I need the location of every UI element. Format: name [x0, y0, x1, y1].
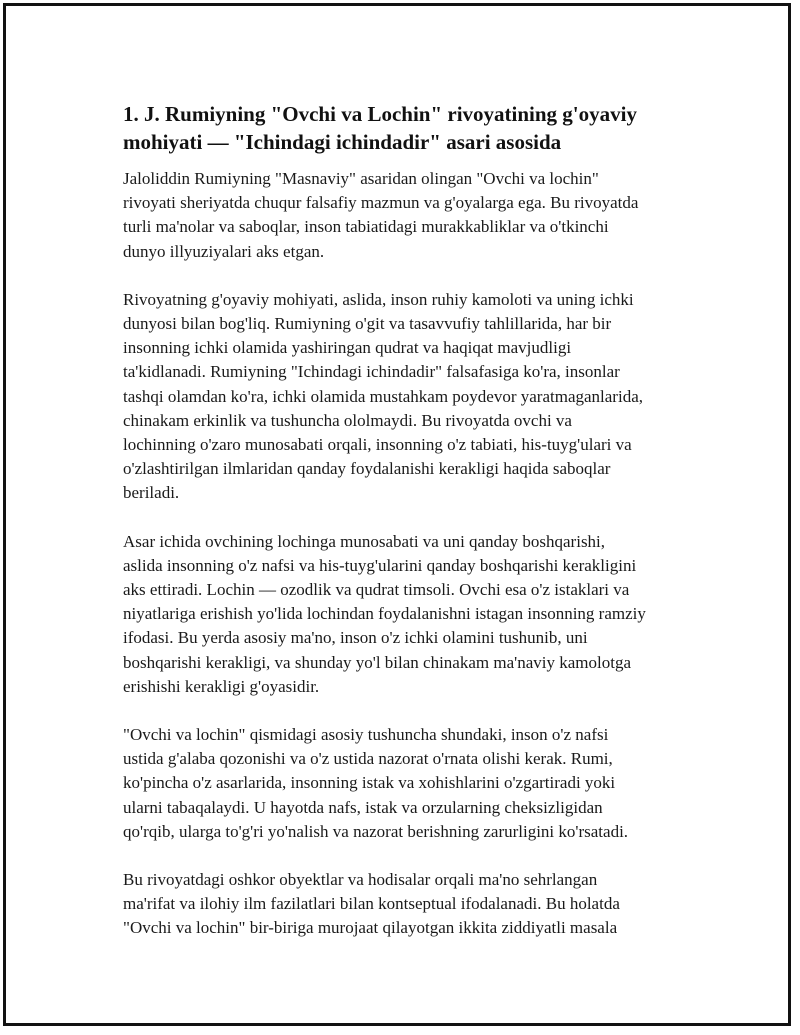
paragraph-5: Bu rivoyatdagi oshkor obyektlar va hodisalar orqali ma'no sehrlangan ma'rifat va ilohiy ilm fazilatlari bilan kontseptual ifodalanadi. Bu holatda "Ovchi va lochin" bir-biriga murojaat qilayotgan ikkita ziddiyatli masala — [123, 870, 620, 938]
document-body — [123, 100, 703, 965]
document-heading: 1. J. Rumiyning "Ovchi va Lochin" rivoyatining g'oyaviy mohiyati — "Ichindagi ichindadir" asari asosida — [123, 102, 637, 154]
paragraph-4: "Ovchi va lochin" qismidagi asosiy tushuncha shundaki, inson o'z nafsi ustida g'alaba qozonishi va o'z ustida nazorat o'rnata olishi kerak. Rumi, ko'pincha o'z asarlarida, insonning istak va xohishlarini o'zgartiradi yoki ularni tabaqalaydi. U hayotda nafs, istak va orzularning cheksizligidan qo'rqib, ularga to'g'ri yo'nalish va nazorat berishning zarurligini ko'rsatadi. — [123, 725, 629, 841]
paragraph-3: Asar ichida ovchining lochinga munosabati va uni qanday boshqarishi, aslida insonning o'z nafsi va his-tuyg'ularini qanday boshqarishi kerakligini aks ettiradi. Lochin — ozodlik va qudrat timsoli. Ovchi esa o'z istaklari va niyatlariga erishish yo'lida lochindan foydalanishni istagan insonning ramziy ifodasi. Bu yerda asosiy ma'no, inson o'z ichki olamini tushunib, uni boshqarishi kerakligi, va shunday yo'l bilan chinakam ma'naviy kamolotga erishishi kerakligi g'oyasidir. — [123, 531, 646, 696]
paragraph-2: Rivoyatning g'oyaviy mohiyati, aslida, inson ruhiy kamoloti va uning ichki dunyosi bilan bog'liq. Rumiyning o'git va tasavvufiy tahlillarida, har bir insonning ichki olamida yashiringan qudrat va haqiqat mavjudligi ta'kidlanadi. Rumiyning "Ichindagi ichindadir" falsafasiga ko'ra, insonlar tashqi olamdan ko'ra, ichki olamida mustahkam poydevor yaratmaganlarida, chinakam erkinlik va tushuncha ololmaydi. Bu rivoyatda ovchi va lochinning o'zaro munosabati orqali, insonning o'z tabiati, his-tuyg'ulari va o'zlashtirilgan ilmlaridan qanday foydalanishi kerakligi haqida saboqlar beriladi. — [123, 289, 643, 503]
page-frame — [3, 3, 791, 1026]
paragraph-1: Jaloliddin Rumiyning "Masnaviy" asaridan olingan "Ovchi va lochin" rivoyati sheriyatda chuqur falsafiy mazmun va g'oyalarga ega. Bu rivoyatda turli ma'nolar va saboqlar, inson tabiatidagi murakkabliklar va o'tkinchi dunyo illyuziyalari aks etgan. — [123, 169, 639, 261]
